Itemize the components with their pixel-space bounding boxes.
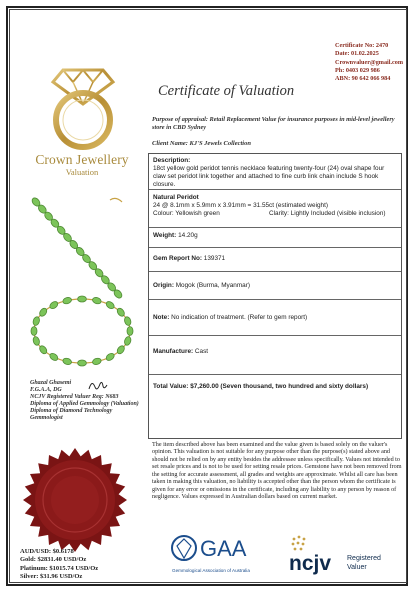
valuer-name: Ghazal Ghasemi [30,380,72,386]
silver-rate: Silver: $31.96 USD/Oz [20,572,83,580]
phone: Ph: 0403 029 986 [335,66,380,74]
valuer-block [30,380,139,422]
gaa-subtitle: Gemmological Association of Australia [172,568,250,573]
peridot-link-icon [62,357,72,365]
divider [149,335,401,336]
note-row [153,314,397,322]
total-value: $7,260.00 (Seven thousand, two hundred and sixty dollars) [190,383,369,390]
peridot-link-icon [32,336,40,346]
manufacture-label: Manufacture: [153,348,194,355]
peridot-link-icon [105,300,116,310]
peridot-link-icon [105,352,116,362]
brand-name: Crown Jewellery [35,152,129,167]
divider [149,374,401,375]
purpose-of-appraisal: Purpose of appraisal: Retail Replacement Value for insurance purposes in mid-level jewellery store in CBD Sydney [152,116,395,132]
note-label: Note: [153,314,170,321]
divider [149,299,401,300]
description-row [153,157,397,189]
signature-icon [86,378,110,394]
weight-label: Weight: [153,232,177,239]
brand-subtitle: Valuation [65,167,99,177]
valuer-title: F.G.A.A, DG [30,387,62,393]
manufacture-value: Cast [194,348,209,355]
page-title: Certificate of Valuation [158,83,295,99]
platinum-rate: Platinum: $1015.74 USD/Oz [20,564,99,572]
valuer-diploma-1: Diploma of Applied Gemmology (Valuation) [30,401,139,407]
peridot-link-icon [127,327,133,336]
divider [149,227,401,228]
aud-usd-rate: AUD/USD: $0.6178 [20,548,74,555]
description-label: Description: [153,157,191,164]
peridot-link-icon [62,296,72,304]
peridot-link-icon [48,352,59,362]
origin-value: Mogok (Burma, Myanmar) [175,282,250,289]
divider [149,271,401,272]
gaa-logo-icon [170,528,285,583]
weight-value: 14.20g [178,232,198,239]
description-text: 18ct yellow gold peridot tennis necklace featuring twenty-four (24) oval shape four claw set peridot link together and attached to fine curb link chain include S hook closure. [153,164,385,188]
disclaimer-text: The item described above has been examined and the value given is based solely on the valuer's opinion. This valuation is not suitable for any purpose other than the purpose(s) stated above and should not be relied on by any entity besides the addressee unless specifically. Values not intended to set resale prices and is not to be used for setting resale prices. Gemstone have not been removed from the setting for accurate assessment, all grades and weights are approximate. Whilst all care has been taken in making this valuation, no liability is accepted other than the person whom the certificate is given for any error or omissions in the certificate, including any liability to any person by reason of negligence. Values expressed in Australian dollars based on current market. [152,442,402,501]
peridot-link-icon [48,300,59,310]
certificate-number: Certificate No: 2470 [335,42,389,49]
peridot-link-icon [123,336,131,346]
certificate-date: Date: 01.02.2025 [335,50,379,58]
market-rates [20,548,98,581]
client-name: Client Name: KJ'S Jewels Collection [152,140,251,147]
valuer-registration: NCJV Registered Valuer Reg: N683 [30,394,119,400]
origin-label: Origin: [153,282,174,289]
gem-row [153,194,397,218]
manufacture-row [153,348,397,356]
gem-dimensions: 24 @ 8.1mm x 5.9mm x 3.91mm = 31.55ct (estimated weight) [153,201,329,209]
crown-ring-logo-icon [33,52,133,152]
email: Crownvaluer@gmail.com [335,58,404,66]
peridot-link-icon [123,316,131,326]
gem-colour: Colour: Yellowish green [153,209,220,217]
peridot-link-icon [31,327,37,336]
divider [149,189,401,190]
peridot-link-icon [92,357,102,365]
necklace-photo-bottom [22,285,142,377]
peridot-link-icon [92,296,102,304]
report-value: 139371 [203,255,226,262]
certificate-meta [335,42,403,83]
gem-label: Natural Peridot [153,194,199,201]
abn: ABN: 90 642 066 984 [335,75,391,83]
gold-rate: Gold: $2831.40 USD/Oz [20,556,87,564]
gaa-label: GAA [200,536,247,561]
valuer-role: Gemmologist [30,415,63,421]
ncjv-logo-icon [285,530,395,580]
gem-clarity: Clarity: Lightly Included (visible inclusion) [269,209,386,217]
ncjv-label: ncjv [289,552,332,575]
total-label: Total Value: [153,383,189,390]
peridot-link-icon [78,360,87,366]
red-wax-seal-icon [20,445,130,555]
ncjv-registered: Registered [347,555,381,562]
total-row [153,383,397,391]
details-table [148,153,402,439]
peridot-link-icon [78,296,87,302]
origin-row [153,282,397,290]
weight-row [153,232,397,240]
note-value: No indication of treatment. (Refer to gem report) [171,314,308,321]
valuer-diploma-2: Diploma of Diamond Technology [30,408,113,414]
peridot-link-icon [32,316,40,326]
ncjv-valuer: Valuer [347,564,367,571]
report-row [153,255,397,263]
divider [149,247,401,248]
report-label: Gem Report No: [153,255,202,262]
